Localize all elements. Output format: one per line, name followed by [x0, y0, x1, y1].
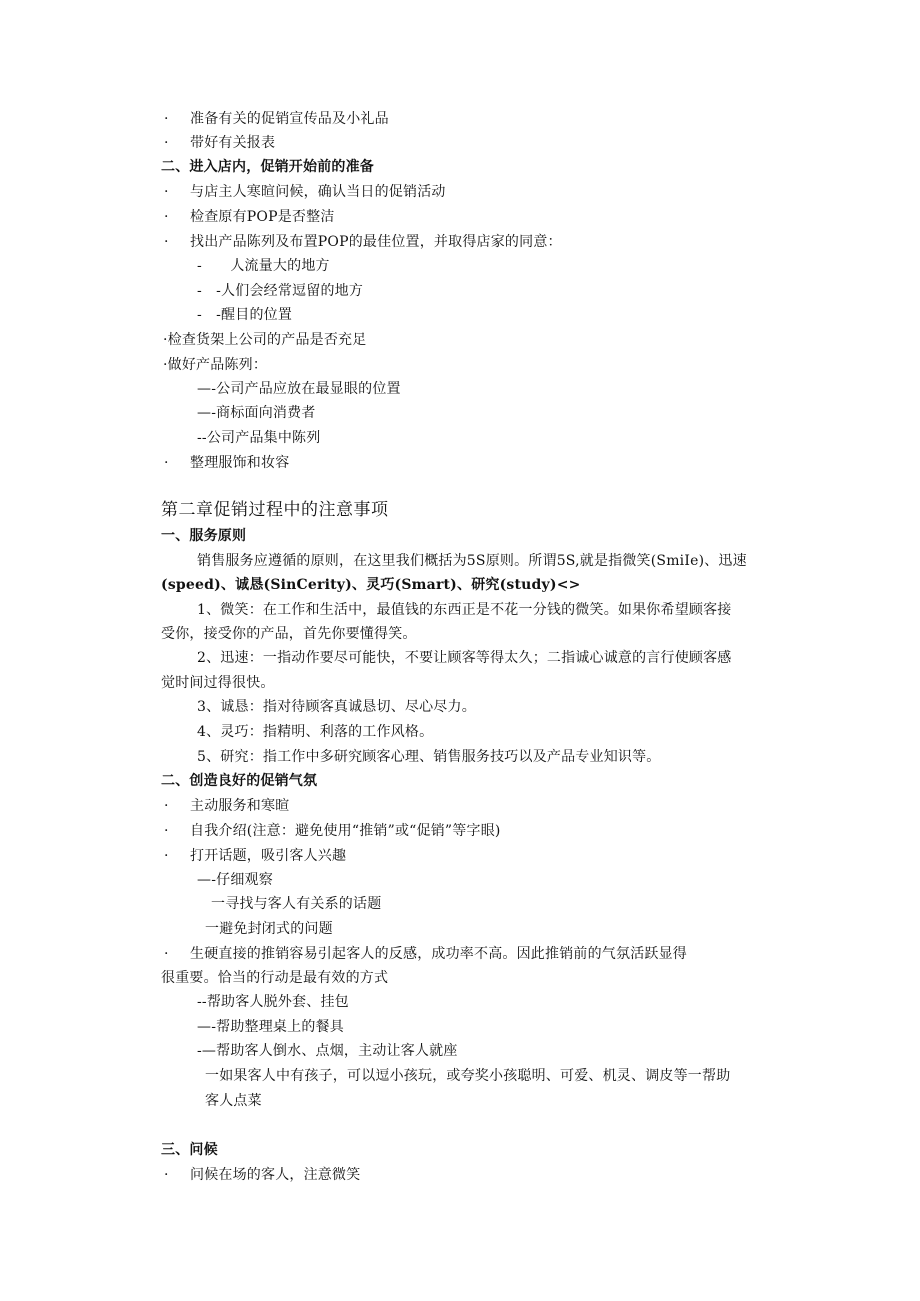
- list-item: 与店主人寒暄问候，确认当日的促销活动: [190, 184, 446, 200]
- paragraph-line: 客人点菜: [205, 1093, 262, 1109]
- list-item: ·做好产品陈列：: [163, 357, 268, 373]
- paragraph-line: 1、微笑：在工作和生活中，最值钱的东西正是不花一分钱的微笑。如果你希望顾客接: [197, 602, 732, 618]
- paragraph-line: 2、迅速：一指动作要尽可能快，不要让顾客等得太久；二指诚心诚意的言行使顾客感: [197, 650, 732, 666]
- bullet-icon: ·: [164, 234, 169, 250]
- list-item: 主动服务和寒暄: [190, 798, 290, 814]
- chapter-title: 第二章促销过程中的注意事项: [161, 500, 389, 520]
- sub-list-item: —-公司产品应放在最显眼的位置: [197, 381, 401, 397]
- bullet-icon: ·: [164, 823, 169, 839]
- paragraph-line: 很重要。恰当的行动是最有效的方式: [161, 970, 389, 986]
- list-item: 问候在场的客人，注意微笑: [190, 1167, 361, 1183]
- bullet-icon: ·: [164, 946, 169, 962]
- sub-list-item: --帮助客人脱外套、挂包: [197, 994, 349, 1010]
- bullet-icon: ·: [164, 1167, 169, 1183]
- sub-list-item: -—帮助客人倒水、点烟，主动让客人就座: [197, 1043, 458, 1059]
- sub-list-item: 一寻找与客人有关系的话题: [211, 896, 382, 912]
- bullet-icon: ·: [164, 184, 169, 200]
- bullet-icon: ·: [164, 209, 169, 225]
- sub-list-item: - -人们会经常逗留的地方: [197, 283, 364, 299]
- paragraph-line: 受你，接受你的产品，首先你要懂得笑。: [161, 626, 417, 642]
- section-heading: 二、创造良好的促销气氛: [161, 773, 318, 789]
- sub-list-item: —-商标面向消费者: [197, 405, 316, 421]
- list-item: 准备有关的促销宣传品及小礼品: [190, 111, 389, 127]
- paragraph-line: 觉时间过得很快。: [161, 675, 275, 691]
- sub-list-item: —-帮助整理桌上的餐具: [197, 1019, 344, 1035]
- paragraph-line: 4、灵巧：指精明、利落的工作风格。: [197, 724, 434, 740]
- list-item: 带好有关报表: [190, 135, 276, 151]
- bullet-icon: ·: [164, 848, 169, 864]
- bullet-icon: ·: [164, 798, 169, 814]
- paragraph-line: 销售服务应遵循的原则，在这里我们概括为5S原则。所谓5S,就是指微笑(SmiIe)、迅速: [197, 553, 747, 569]
- paragraph-line: (speed)、诚恳(SinCerity)、灵巧(Smart)、研究(study)<>: [161, 577, 581, 593]
- sub-list-item: - 人流量大的地方: [197, 258, 330, 274]
- list-item: 找出产品陈列及布置POP的最佳位置，并取得店家的同意：: [190, 234, 562, 250]
- list-item: 检查原有POP是否整洁: [190, 209, 335, 225]
- bullet-icon: ·: [164, 455, 169, 471]
- section-heading: 一、服务原则: [161, 528, 247, 544]
- section-heading: 三、问候: [161, 1142, 218, 1158]
- paragraph-line: 5、研究：指工作中多研究顾客心理、销售服务技巧以及产品专业知识等。: [197, 749, 661, 765]
- sub-list-item: - -醒目的位置: [197, 307, 293, 323]
- sub-list-item: 一避免封闭式的问题: [205, 921, 333, 937]
- section-heading: 二、进入店内，促销开始前的准备: [161, 159, 374, 175]
- list-item: ·检查货架上公司的产品是否充足: [163, 332, 367, 348]
- list-item: 打开话题，吸引客人兴趣: [190, 848, 347, 864]
- paragraph-line: 一如果客人中有孩子，可以逗小孩玩，或夸奖小孩聪明、可爱、机灵、调皮等一帮助: [205, 1068, 731, 1084]
- sub-list-item: --公司产品集中陈列: [197, 430, 321, 446]
- paragraph-line: 生硬直接的推销容易引起客人的反感，成功率不高。因此推销前的气氛活跃显得: [190, 946, 687, 962]
- bullet-icon: ·: [164, 111, 169, 127]
- paragraph-line: 3、诚恳：指对待顾客真诚恳切、尽心尽力。: [197, 699, 476, 715]
- bullet-icon: ·: [164, 135, 169, 151]
- list-item: 整理服饰和妆容: [190, 455, 290, 471]
- sub-list-item: —-仔细观察: [197, 872, 273, 888]
- list-item: 自我介绍(注意：避免使用“推销”或“促销”等字眼): [190, 823, 501, 839]
